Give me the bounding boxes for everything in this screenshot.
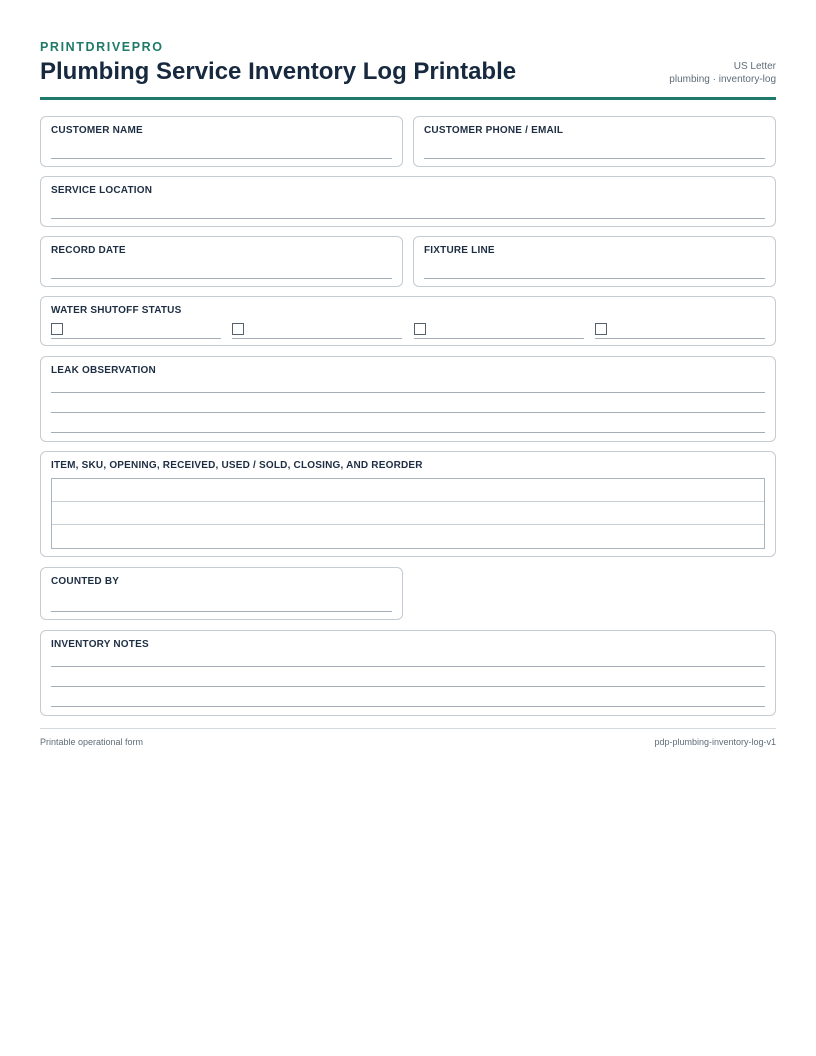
inventory-notes-label: INVENTORY NOTES <box>51 639 149 650</box>
inventory-notes-field <box>40 630 776 716</box>
document-tags: plumbing · inventory-log <box>669 74 776 85</box>
counted-by-writing-line[interactable] <box>51 611 392 612</box>
page-title: Plumbing Service Inventory Log Printable <box>40 58 517 85</box>
footer-left-text: Printable operational form <box>40 737 144 747</box>
inventory-table-field <box>40 451 776 557</box>
leak-observation-field <box>40 356 776 442</box>
shutoff-option-2 <box>232 322 402 339</box>
service-location-writing-line[interactable] <box>51 218 765 219</box>
inventory-table-label: ITEM, SKU, OPENING, RECEIVED, USED / SOLD, CLOSING, AND REORDER <box>51 460 423 471</box>
leak-observation-label: LEAK OBSERVATION <box>51 365 156 376</box>
checkbox-1[interactable] <box>51 323 63 335</box>
table-row[interactable] <box>52 479 764 502</box>
customer-contact-writing-line[interactable] <box>424 158 765 159</box>
leak-observation-line-2[interactable] <box>51 412 765 413</box>
water-shutoff-status-label: WATER SHUTOFF STATUS <box>51 305 182 316</box>
leak-observation-line-1[interactable] <box>51 392 765 393</box>
inventory-table <box>51 478 765 549</box>
leak-observation-line-3[interactable] <box>51 432 765 433</box>
shutoff-option-3 <box>414 322 584 339</box>
shutoff-option-4 <box>595 322 765 339</box>
record-date-field <box>40 236 403 287</box>
customer-name-label: CUSTOMER NAME <box>51 125 143 136</box>
customer-name-writing-line[interactable] <box>51 158 392 159</box>
footer-rule <box>40 728 776 729</box>
counted-by-field <box>40 567 403 620</box>
fixture-line-field <box>413 236 776 287</box>
fixture-line-writing-line[interactable] <box>424 278 765 279</box>
fixture-line-label: FIXTURE LINE <box>424 245 495 256</box>
customer-name-field <box>40 116 403 167</box>
service-location-field <box>40 176 776 227</box>
service-location-label: SERVICE LOCATION <box>51 185 153 196</box>
inventory-notes-line-2[interactable] <box>51 686 765 687</box>
checkbox-4[interactable] <box>595 323 607 335</box>
table-row[interactable] <box>52 525 764 548</box>
table-row[interactable] <box>52 502 764 525</box>
checkbox-2[interactable] <box>232 323 244 335</box>
shutoff-option-1 <box>51 322 221 339</box>
brand-name: PRINTDRIVEPRO <box>40 40 164 54</box>
water-shutoff-status-field <box>40 296 776 346</box>
paper-size: US Letter <box>733 61 776 72</box>
inventory-notes-line-1[interactable] <box>51 666 765 667</box>
footer-form-id: pdp-plumbing-inventory-log-v1 <box>654 737 776 747</box>
inventory-notes-line-3[interactable] <box>51 706 765 707</box>
customer-contact-field <box>413 116 776 167</box>
counted-by-label: COUNTED BY <box>51 576 120 587</box>
header-rule <box>40 97 776 100</box>
checkbox-3[interactable] <box>414 323 426 335</box>
record-date-label: RECORD DATE <box>51 245 126 256</box>
record-date-writing-line[interactable] <box>51 278 392 279</box>
customer-contact-label: CUSTOMER PHONE / EMAIL <box>424 125 564 136</box>
document-meta <box>669 60 776 86</box>
